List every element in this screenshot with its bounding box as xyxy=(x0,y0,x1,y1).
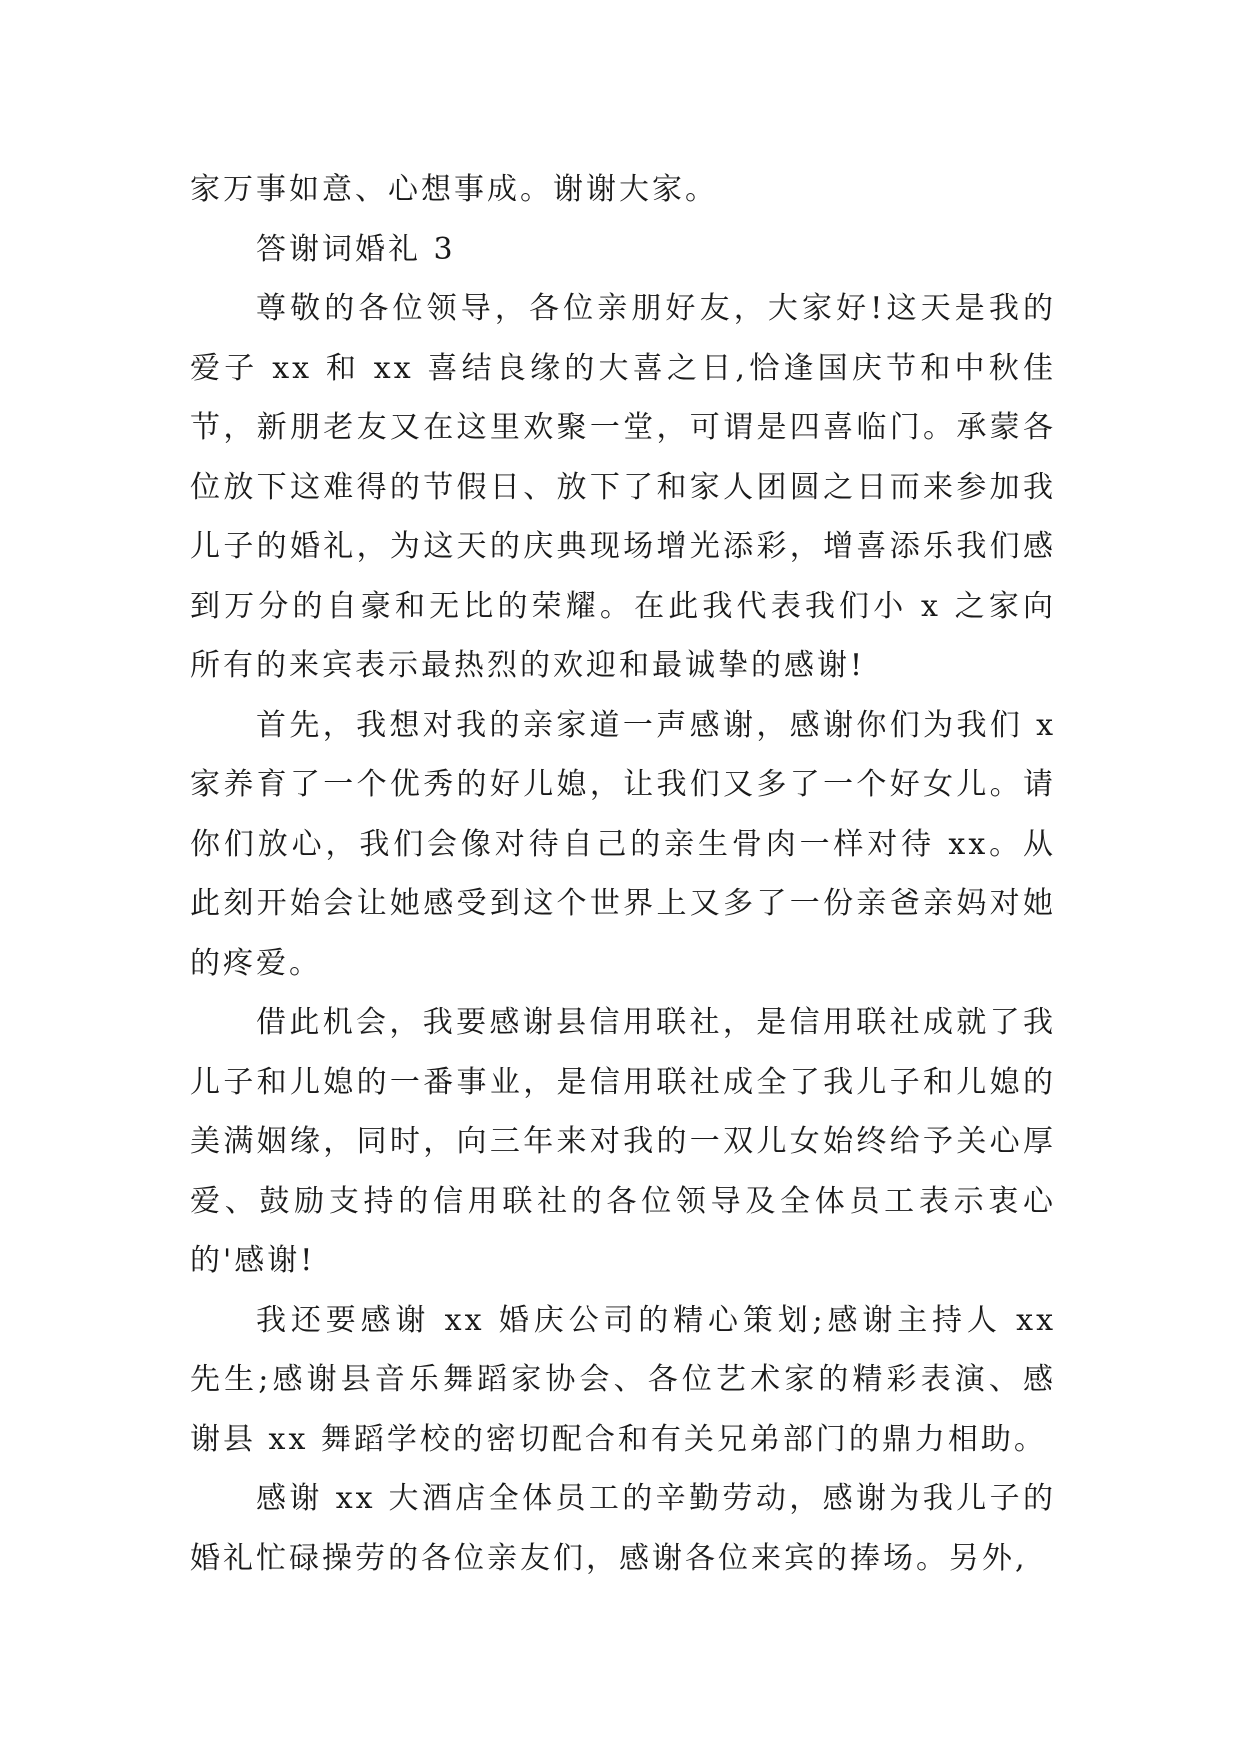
section-heading: 答谢词婚礼 3 xyxy=(256,231,456,267)
body-paragraph: 我还要感谢 xx 婚庆公司的精心策划;感谢主持人 xx 先生;感谢县音乐舞蹈家协会、各位艺术家的精彩表演、感谢县 xx 舞蹈学校的密切配合和有关兄弟部门的鼎力相助。 xyxy=(190,1302,1056,1457)
body-paragraph: 感谢 xx 大酒店全体员工的辛勤劳动，感谢为我儿子的婚礼忙碌操劳的各位亲友们，感谢各位来宾的捧场。另外, xyxy=(190,1481,1056,1576)
document-body xyxy=(190,160,1056,1588)
body-paragraph: 尊敬的各位领导，各位亲朋好友，大家好!这天是我的爱子 xx 和 xx 喜结良缘的大喜之日,恰逢国庆节和中秋佳节，新朋老友又在这里欢聚一堂，可谓是四喜临门。承蒙各位放下这难得的节假日、放下了和家人团圆之日而来参加我儿子的婚礼，为这天的庆典现场增光添彩，增喜添乐我们感到万分的自豪和无比的荣耀。在此我代表我们小 x 之家向所有的来宾表示最热烈的欢迎和最诚挚的感谢! xyxy=(190,291,1056,683)
body-paragraph: 借此机会，我要感谢县信用联社，是信用联社成就了我儿子和儿媳的一番事业，是信用联社成全了我儿子和儿媳的美满姻缘，同时，向三年来对我的一双儿女始终给予关心厚爱、鼓励支持的信用联社的各位领导及全体员工表示衷心的'感谢! xyxy=(190,1005,1056,1278)
continuation-paragraph: 家万事如意、心想事成。谢谢大家。 xyxy=(190,172,718,207)
body-paragraph: 首先，我想对我的亲家道一声感谢，感谢你们为我们 x 家养育了一个优秀的好儿媳，让我们又多了一个好女儿。请你们放心，我们会像对待自己的亲生骨肉一样对待 xx。从此刻开始会让她感受到这个世界上又多了一份亲爸亲妈对她的疼爱。 xyxy=(190,707,1056,981)
